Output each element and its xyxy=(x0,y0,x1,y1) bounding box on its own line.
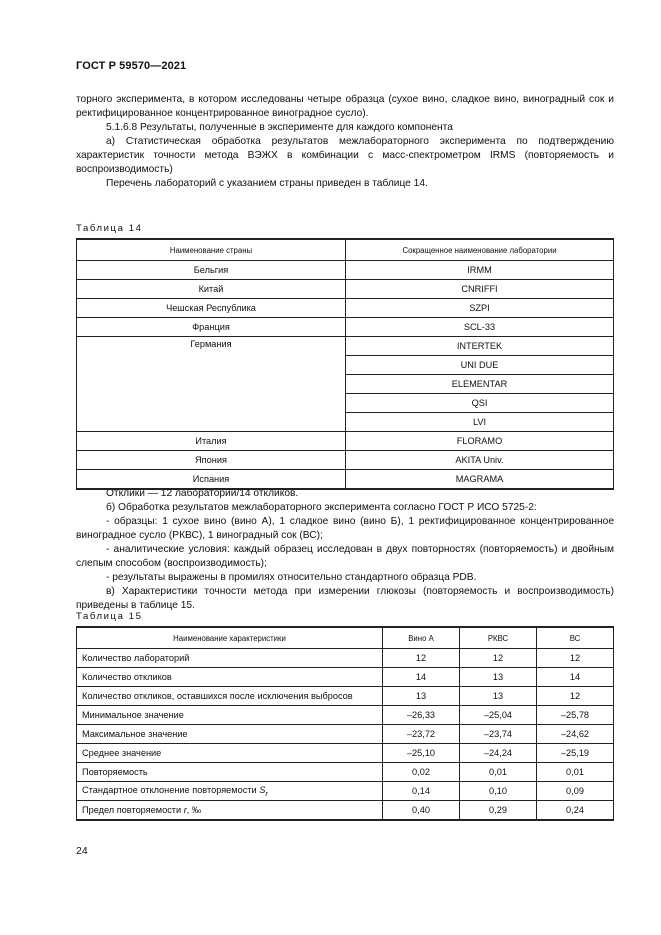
value-cell: –25,10 xyxy=(383,744,460,763)
lab-cell: UNI DUE xyxy=(346,356,614,375)
characteristic-cell xyxy=(77,782,383,801)
country-cell: Бельгия xyxy=(77,261,346,280)
characteristic-cell: Количество лабораторий xyxy=(77,649,383,668)
symbol-subscript-r: r xyxy=(265,788,268,798)
characteristic-label: Предел повторяемости xyxy=(82,805,182,815)
characteristic-cell: Повторяемость xyxy=(77,763,383,782)
paragraph-continuation: торного эксперимента, в котором исследованы четыре образца (сухое вино, сладкое вино, виноградный сок и ректифицированное концентрированное виноградное сусло). xyxy=(76,94,614,119)
lab-cell: LVI xyxy=(346,413,614,432)
table15-header-rkvs: РКВС xyxy=(460,627,537,649)
value-cell: 14 xyxy=(537,668,614,687)
lab-cell: MAGRAMA xyxy=(346,470,614,490)
value-cell: 0,40 xyxy=(383,801,460,821)
table-row xyxy=(77,801,614,821)
lab-cell: AKITA Univ. xyxy=(346,451,614,470)
value-cell: 0,24 xyxy=(537,801,614,821)
country-cell: Испания xyxy=(77,470,346,490)
table-row xyxy=(77,299,614,318)
lab-cell: QSI xyxy=(346,394,614,413)
characteristic-cell: Минимальное значение xyxy=(77,706,383,725)
characteristic-cell: Количество откликов xyxy=(77,668,383,687)
table-row xyxy=(77,763,614,782)
unit-permille: , ‰ xyxy=(186,805,202,815)
paragraph-a: а) Статистическая обработка результатов межлабораторного эксперимента по подтверждению характеристик точности метода ВЭЖХ в комбинации с масс-спектрометром IRMS (повторяемость и воспроизводимость) xyxy=(76,136,614,175)
table14-header-country: Наименование страны xyxy=(77,239,346,261)
table-row xyxy=(77,668,614,687)
lab-cell: INTERTEK xyxy=(346,337,614,356)
value-cell: 13 xyxy=(460,668,537,687)
table-row xyxy=(77,280,614,299)
country-cell: Китай xyxy=(77,280,346,299)
table-row xyxy=(77,649,614,668)
country-cell-merged: Германия xyxy=(77,337,346,432)
lab-cell: IRMM xyxy=(346,261,614,280)
table14-header-row xyxy=(77,239,614,261)
paragraph-responses: Отклики — 12 лабораторий/14 откликов. xyxy=(106,488,299,499)
country-cell: Япония xyxy=(77,451,346,470)
value-cell: 0,29 xyxy=(460,801,537,821)
value-cell: –24,24 xyxy=(460,744,537,763)
table15-caption: Таблица 15 xyxy=(76,611,143,622)
paragraph-conditions: - аналитические условия: каждый образец исследован в двух повторностях (повторяемость) и двойным слепым способом (воспроизводимость); xyxy=(76,544,614,569)
value-cell: 0,14 xyxy=(383,782,460,801)
value-cell: 12 xyxy=(537,649,614,668)
table-row xyxy=(77,432,614,451)
table-row xyxy=(77,261,614,280)
table-15 xyxy=(76,626,614,821)
paragraph-samples: - образцы: 1 сухое вино (вино А), 1 сладкое вино (вино Б), 1 ректифицированное концентрированное виноградное сусло (РКВС), 1 виноградный сок (ВС); xyxy=(76,516,614,541)
value-cell: 13 xyxy=(460,687,537,706)
characteristic-cell: Количество откликов, оставшихся после исключения выбросов xyxy=(77,687,383,706)
table15-header-vs: ВС xyxy=(537,627,614,649)
table-14 xyxy=(76,238,614,490)
country-cell: Италия xyxy=(77,432,346,451)
value-cell: 12 xyxy=(537,687,614,706)
value-cell: –25,04 xyxy=(460,706,537,725)
document-header: ГОСТ Р 59570—2021 xyxy=(76,60,187,72)
symbol-s: S xyxy=(259,784,266,795)
value-cell: 0,09 xyxy=(537,782,614,801)
table14-header-lab: Сокращенное наименование лаборатории xyxy=(346,239,614,261)
table15-header-wine-a: Вино А xyxy=(383,627,460,649)
table-row xyxy=(77,725,614,744)
lab-cell: ELEMENTAR xyxy=(346,375,614,394)
lab-cell: SCL-33 xyxy=(346,318,614,337)
country-cell: Франция xyxy=(77,318,346,337)
characteristic-cell: Максимальное значение xyxy=(77,725,383,744)
table-row xyxy=(77,318,614,337)
section-heading-5-1-6-8: 5.1.6.8 Результаты, полученные в эксперименте для каждого компонента xyxy=(106,122,453,133)
table-row xyxy=(77,782,614,801)
value-cell: 0,10 xyxy=(460,782,537,801)
value-cell: –23,74 xyxy=(460,725,537,744)
value-cell: –24,62 xyxy=(537,725,614,744)
lab-cell: SZPI xyxy=(346,299,614,318)
value-cell: 12 xyxy=(460,649,537,668)
table-row xyxy=(77,706,614,725)
characteristic-cell: Среднее значение xyxy=(77,744,383,763)
paragraph-b: б) Обработка результатов межлабораторного эксперимента согласно ГОСТ Р ИСО 5725-2: xyxy=(106,502,537,513)
value-cell: –25,78 xyxy=(537,706,614,725)
lab-cell: FLORAMO xyxy=(346,432,614,451)
paragraph-lab-list: Перечень лабораторий с указанием страны приведен в таблице 14. xyxy=(106,178,428,189)
value-cell: –23,72 xyxy=(383,725,460,744)
characteristic-cell xyxy=(77,801,383,821)
lab-cell: CNRIFFI xyxy=(346,280,614,299)
value-cell: 12 xyxy=(383,649,460,668)
paragraph-units: - результаты выражены в промилях относительно стандартного образца PDB. xyxy=(106,572,477,583)
table-row xyxy=(77,337,614,356)
country-cell: Чешская Республика xyxy=(77,299,346,318)
table-row xyxy=(77,687,614,706)
symbol-r: r xyxy=(183,805,187,815)
value-cell: 13 xyxy=(383,687,460,706)
table-row xyxy=(77,451,614,470)
value-cell: –25,19 xyxy=(537,744,614,763)
value-cell: 0,02 xyxy=(383,763,460,782)
table15-header-row xyxy=(77,627,614,649)
value-cell: –26,33 xyxy=(383,706,460,725)
value-cell: 14 xyxy=(383,668,460,687)
table-row xyxy=(77,744,614,763)
characteristic-label: Стандартное отклонение повторяемости xyxy=(82,784,257,795)
page-number: 24 xyxy=(76,845,88,857)
table15-header-characteristic: Наименование характеристики xyxy=(77,627,383,649)
paragraph-c: в) Характеристики точности метода при измерении глюкозы (повторяемость и воспроизводимость) приведены в таблице 15. xyxy=(76,586,614,611)
table14-caption: Таблица 14 xyxy=(76,223,143,234)
value-cell: 0,01 xyxy=(460,763,537,782)
value-cell: 0,01 xyxy=(537,763,614,782)
